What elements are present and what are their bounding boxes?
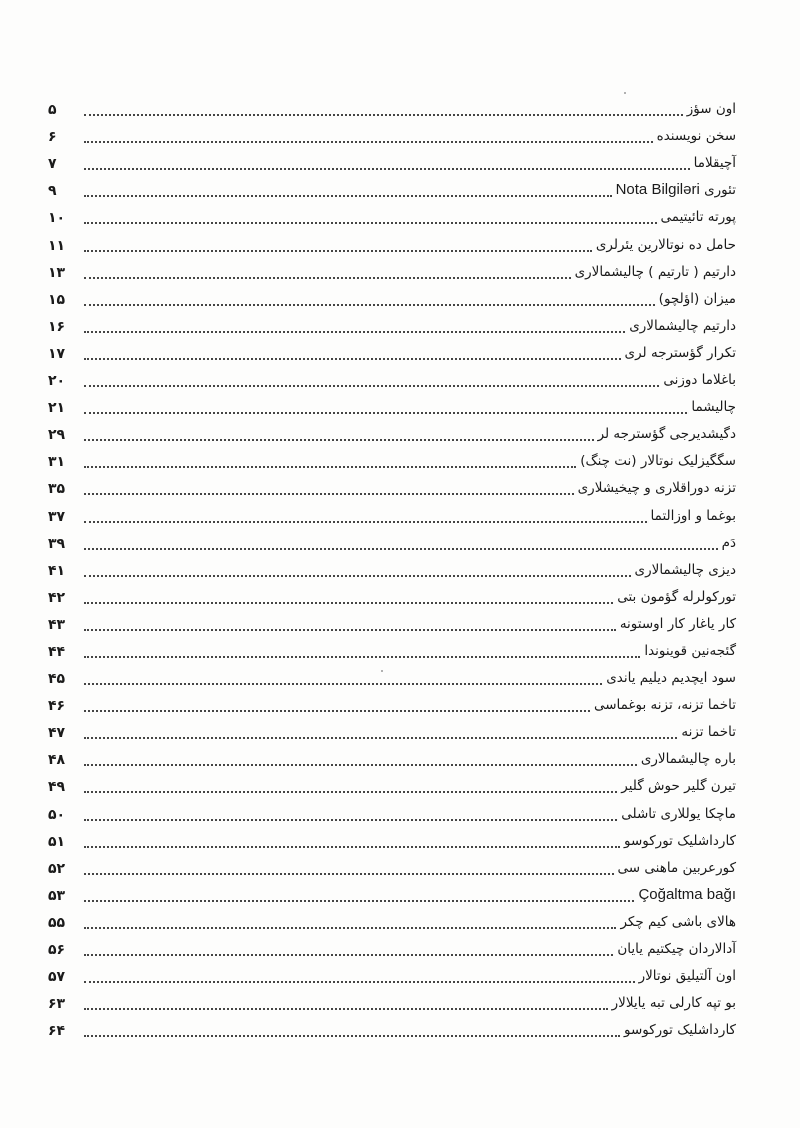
toc-entry	[48, 580, 736, 607]
toc-entry	[48, 986, 736, 1013]
toc-title: اون آلتیلیق نوتالار	[638, 968, 736, 985]
toc-page-number: ۶۴	[48, 1023, 66, 1040]
toc-entry	[48, 173, 736, 200]
toc-entry	[48, 417, 736, 444]
toc-entry	[48, 769, 736, 796]
dot-leader	[84, 385, 659, 387]
toc-title	[638, 885, 736, 905]
toc-title: دارتیم چالیشمالاری	[629, 317, 736, 334]
toc-title: کار یاغار کار اوستونه	[619, 615, 736, 632]
toc-entry	[48, 255, 736, 282]
toc-page-number: ۳۷	[48, 508, 66, 525]
toc-entry	[48, 444, 736, 471]
toc-entry	[48, 715, 736, 742]
dot-leader	[84, 737, 677, 739]
toc-title: پورته تائیتیمی	[660, 209, 736, 226]
dot-leader	[84, 927, 616, 929]
toc-page-number: ۵۳	[48, 887, 66, 904]
toc-title: کارداشلیک تورکوسو	[624, 1022, 736, 1039]
toc-title: باغلاما دوزنی	[663, 372, 736, 389]
dot-leader	[84, 114, 683, 116]
toc-title-latin: Nota Bilgiləri	[615, 181, 700, 199]
toc-title: کورعربین ماهنی سی	[617, 859, 736, 876]
toc-page-number: ۱۱	[48, 237, 66, 254]
toc-page-number: ۵۱	[48, 833, 66, 850]
toc-title: هالای باشی کیم چکر	[620, 913, 736, 930]
toc-page-number: ۵۲	[48, 860, 66, 877]
toc-page-number: ۱۶	[48, 318, 66, 335]
toc-page-number: ۴۳	[48, 616, 66, 633]
dot-leader	[84, 358, 621, 360]
toc-page-number: ۳۵	[48, 481, 66, 498]
dot-leader	[84, 629, 616, 631]
toc-page-number: ۲۰	[48, 373, 66, 390]
toc-page-number: ۵۵	[48, 914, 66, 931]
toc-entry	[48, 526, 736, 553]
dot-leader	[84, 819, 617, 821]
dot-leader	[84, 548, 718, 550]
table-of-contents	[48, 92, 736, 1040]
toc-title-arabic: تئوری	[704, 182, 736, 199]
dot-leader	[84, 331, 625, 333]
toc-title: تاخما تزنه، تزنه بوغماسی	[593, 697, 736, 714]
dot-leader	[84, 439, 594, 441]
toc-page-number: ۵۶	[48, 942, 66, 958]
toc-page-number: ۴۴	[48, 643, 66, 660]
dot-leader	[84, 764, 637, 766]
dot-leader	[84, 602, 613, 604]
toc-page-number: ۲۱	[48, 400, 66, 417]
toc-entry	[48, 146, 736, 173]
toc-entry	[48, 742, 736, 769]
toc-title: چالیشما	[691, 399, 736, 416]
toc-entry	[48, 688, 736, 715]
toc-entry	[48, 92, 736, 119]
toc-page-number: ۳۹	[48, 535, 66, 552]
toc-title: گئجه‌نین قوینوندا	[644, 642, 736, 659]
dot-leader	[84, 304, 655, 306]
toc-title: سگگیزلیک نوتالار (نت چنگ)	[580, 453, 736, 470]
toc-page-number: ۲۹	[48, 427, 66, 444]
dot-leader	[84, 791, 617, 793]
toc-title: میزان (اؤلچو)	[658, 290, 736, 307]
dot-leader	[84, 195, 612, 197]
toc-title: سود ایچدیم دیلیم یاندی	[606, 670, 736, 687]
toc-page-number: ۱۳	[48, 264, 66, 281]
toc-title	[616, 180, 736, 200]
toc-page-number: ۶	[48, 129, 57, 146]
toc-title: آچیقلاما	[693, 155, 736, 172]
toc-entry	[48, 959, 736, 986]
toc-entry	[48, 553, 736, 580]
dot-leader	[84, 575, 631, 577]
toc-title: باره چالیشمالاری	[640, 751, 736, 768]
toc-entry	[48, 661, 736, 688]
dot-leader	[84, 710, 590, 712]
toc-title: تیرن گلیر حوش گلیر	[621, 778, 736, 795]
toc-page-number: ۱۰	[48, 210, 66, 227]
toc-page-number: ۹	[48, 183, 57, 200]
toc-title: سخن نویسنده	[656, 128, 736, 145]
toc-entry	[48, 607, 736, 634]
toc-page-number: ۶۳	[48, 996, 66, 1013]
toc-entry	[48, 498, 736, 525]
toc-title: دارتیم ( تارتیم ) چالیشمالاری	[574, 263, 736, 280]
toc-entry	[48, 878, 736, 905]
dot-leader	[84, 250, 592, 252]
toc-title: تورکولرله گؤمون بتی	[617, 588, 736, 605]
toc-page-number: ۴۶	[48, 698, 66, 715]
toc-page-number: ۴۹	[48, 779, 66, 796]
toc-title: حامل ده نوتالارین یئرلری	[595, 236, 736, 253]
toc-title: ماچکا یوللاری تاشلی	[621, 805, 736, 822]
toc-title: بو تپه کارلی تبه یایلالار	[611, 995, 736, 1012]
dot-leader	[84, 141, 653, 143]
toc-page-number: ۵۷	[48, 969, 66, 986]
toc-page-number: ۴۷	[48, 725, 66, 742]
dot-leader	[84, 656, 640, 658]
toc-title: دیزی چالیشمالاری	[634, 561, 736, 578]
dot-leader	[84, 846, 620, 848]
toc-entry	[48, 905, 736, 932]
toc-entry	[48, 851, 736, 878]
toc-title: دگیشدیرجی گؤسترجه لر	[597, 426, 736, 443]
toc-entry	[48, 282, 736, 309]
dot-leader	[84, 277, 571, 279]
toc-title: اون سؤز	[686, 101, 736, 118]
dot-leader	[84, 521, 647, 523]
toc-page-number: ۷	[48, 156, 57, 173]
toc-title: تکرار گؤسترجه لری	[624, 344, 736, 361]
dot-leader	[84, 168, 690, 170]
toc-entry	[48, 1013, 736, 1040]
toc-page-number: ۵	[48, 102, 57, 119]
toc-entry	[48, 200, 736, 227]
toc-entry	[48, 471, 736, 498]
toc-title: بوغما و اوزالتما	[650, 507, 736, 524]
toc-entry	[48, 336, 736, 363]
dot-leader	[84, 1035, 620, 1037]
toc-title: آدالاردان چیکتیم یایان	[617, 941, 736, 957]
toc-title: کارداشلیک تورکوسو	[624, 832, 736, 849]
toc-entry	[48, 227, 736, 254]
toc-entry	[48, 309, 736, 336]
dot-leader	[84, 900, 634, 902]
toc-entry	[48, 363, 736, 390]
toc-page-number: ۴۸	[48, 752, 66, 769]
toc-page-number: ۱۵	[48, 291, 66, 308]
toc-entry	[48, 119, 736, 146]
toc-entry	[48, 634, 736, 661]
toc-entry	[48, 796, 736, 823]
toc-page-number: ۳۱	[48, 454, 66, 471]
dot-leader	[84, 493, 574, 495]
toc-title-latin: Çoğaltma bağı	[638, 885, 736, 903]
toc-title: تاخما تزنه	[681, 724, 736, 741]
toc-page-number: ۴۲	[48, 589, 66, 606]
dot-leader	[84, 466, 576, 468]
toc-entry	[48, 932, 736, 959]
toc-page-number: ۴۱	[48, 562, 66, 579]
dot-leader	[84, 873, 614, 875]
toc-entry	[48, 390, 736, 417]
dot-leader	[84, 412, 687, 414]
toc-title: دَم	[721, 534, 736, 551]
dot-leader	[84, 1008, 608, 1010]
toc-page-number: ۴۵	[48, 671, 66, 688]
toc-entry	[48, 824, 736, 851]
toc-page-number: ۱۷	[48, 345, 66, 362]
dot-leader	[84, 222, 657, 224]
toc-title: تزنه دوراقلاری و چیخیشلاری	[577, 480, 736, 497]
dot-leader	[84, 954, 613, 956]
dot-leader	[84, 981, 635, 983]
toc-page-number: ۵۰	[48, 806, 66, 823]
dot-leader	[84, 683, 602, 685]
